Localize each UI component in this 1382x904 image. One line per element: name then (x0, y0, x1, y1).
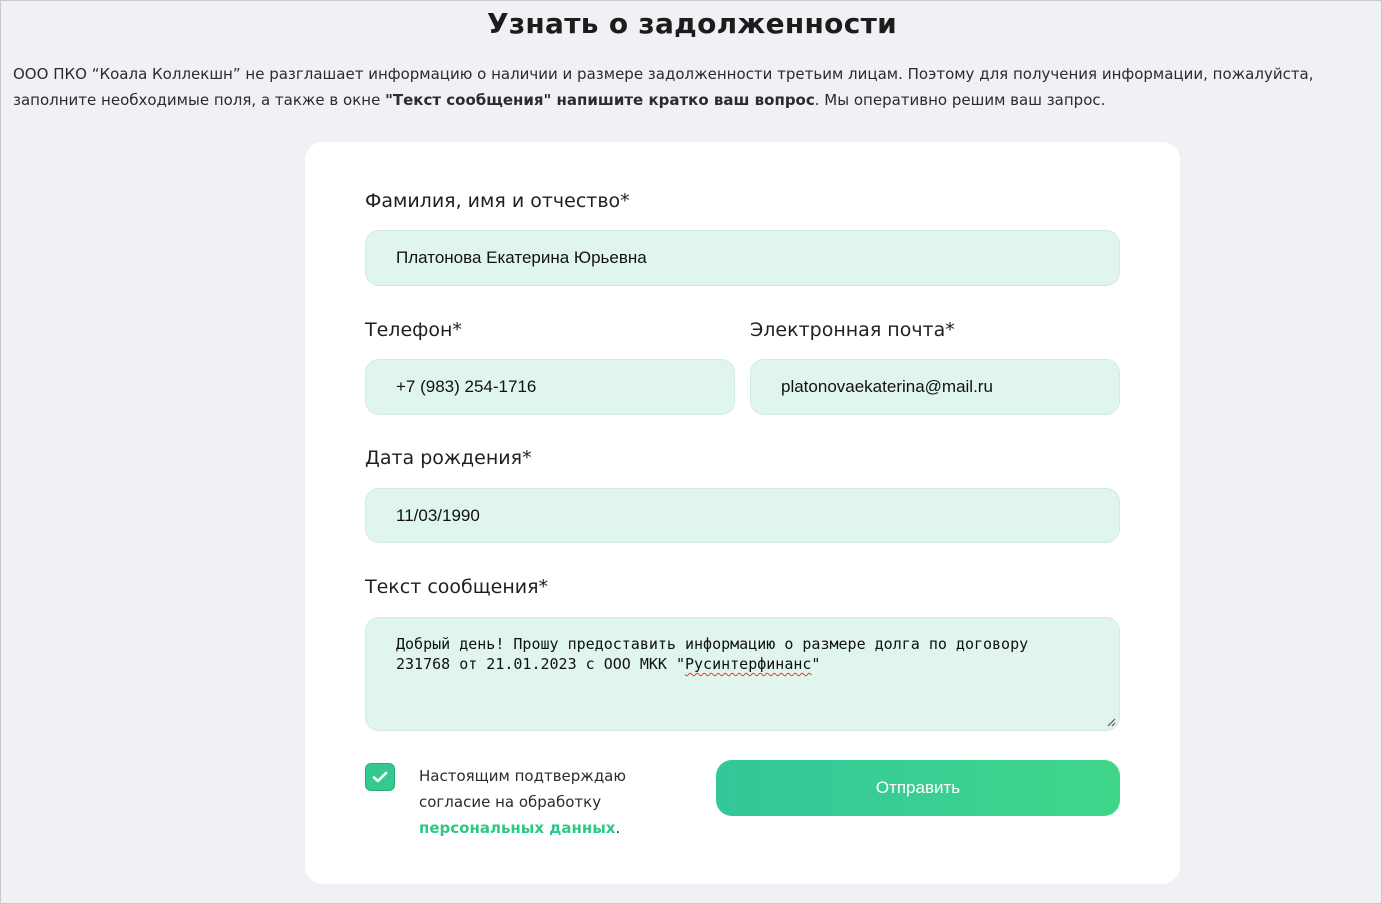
fio-label: Фамилия, имя и отчество* (365, 190, 630, 212)
email-input[interactable] (750, 359, 1120, 415)
misspelled-word: Русинтерфинанс (684, 655, 812, 673)
phone-label: Телефон* (365, 319, 462, 341)
consent-checkbox[interactable] (365, 763, 395, 791)
personal-data-link[interactable]: персональных данных (419, 819, 616, 837)
email-value: platonovaekaterina@mail.ru (781, 377, 993, 396)
intro-part2: . Мы оперативно решим ваш запрос. (814, 91, 1106, 109)
email-label: Электронная почта* (750, 319, 955, 341)
intro-bold: "Текст сообщения" напишите кратко ваш вопрос (385, 91, 815, 109)
page-title: Узнать о задолженности (486, 7, 898, 40)
phone-input[interactable] (365, 359, 735, 415)
message-textarea[interactable] (365, 617, 1120, 731)
intro-text (13, 61, 1373, 113)
intro-part1: ООО ПКО “Коала Коллекшн” не разглашает информацию о наличии и размере задолженности третьим лицам. Поэтому для получения информации, пожалуйста, заполните необходимые поля, а также в окне (13, 65, 1314, 109)
message-label: Текст сообщения* (365, 576, 549, 598)
consent-end: . (615, 819, 621, 837)
consent-label: Настоящим подтверждаю согласие на обработку (419, 767, 627, 811)
resize-grip-icon[interactable] (1106, 717, 1116, 727)
phone-value: +7 (983) 254-1716 (396, 377, 537, 396)
message-text-end: " (811, 655, 821, 673)
fio-input[interactable] (365, 230, 1120, 286)
birthdate-value: 11/03/1990 (396, 505, 480, 525)
fio-value: Платонова Екатерина Юрьевна (396, 248, 647, 267)
birthdate-input[interactable] (365, 488, 1120, 543)
birthdate-label: Дата рождения* (365, 447, 532, 469)
consent-text (419, 763, 659, 841)
submit-button[interactable]: Отправить (716, 760, 1120, 816)
message-text: Добрый день! Прошу предоставить информацию о размере долга по договору 231768 от 21.01.2023 с ООО МКК " (396, 635, 1038, 673)
checkmark-icon (372, 770, 388, 784)
